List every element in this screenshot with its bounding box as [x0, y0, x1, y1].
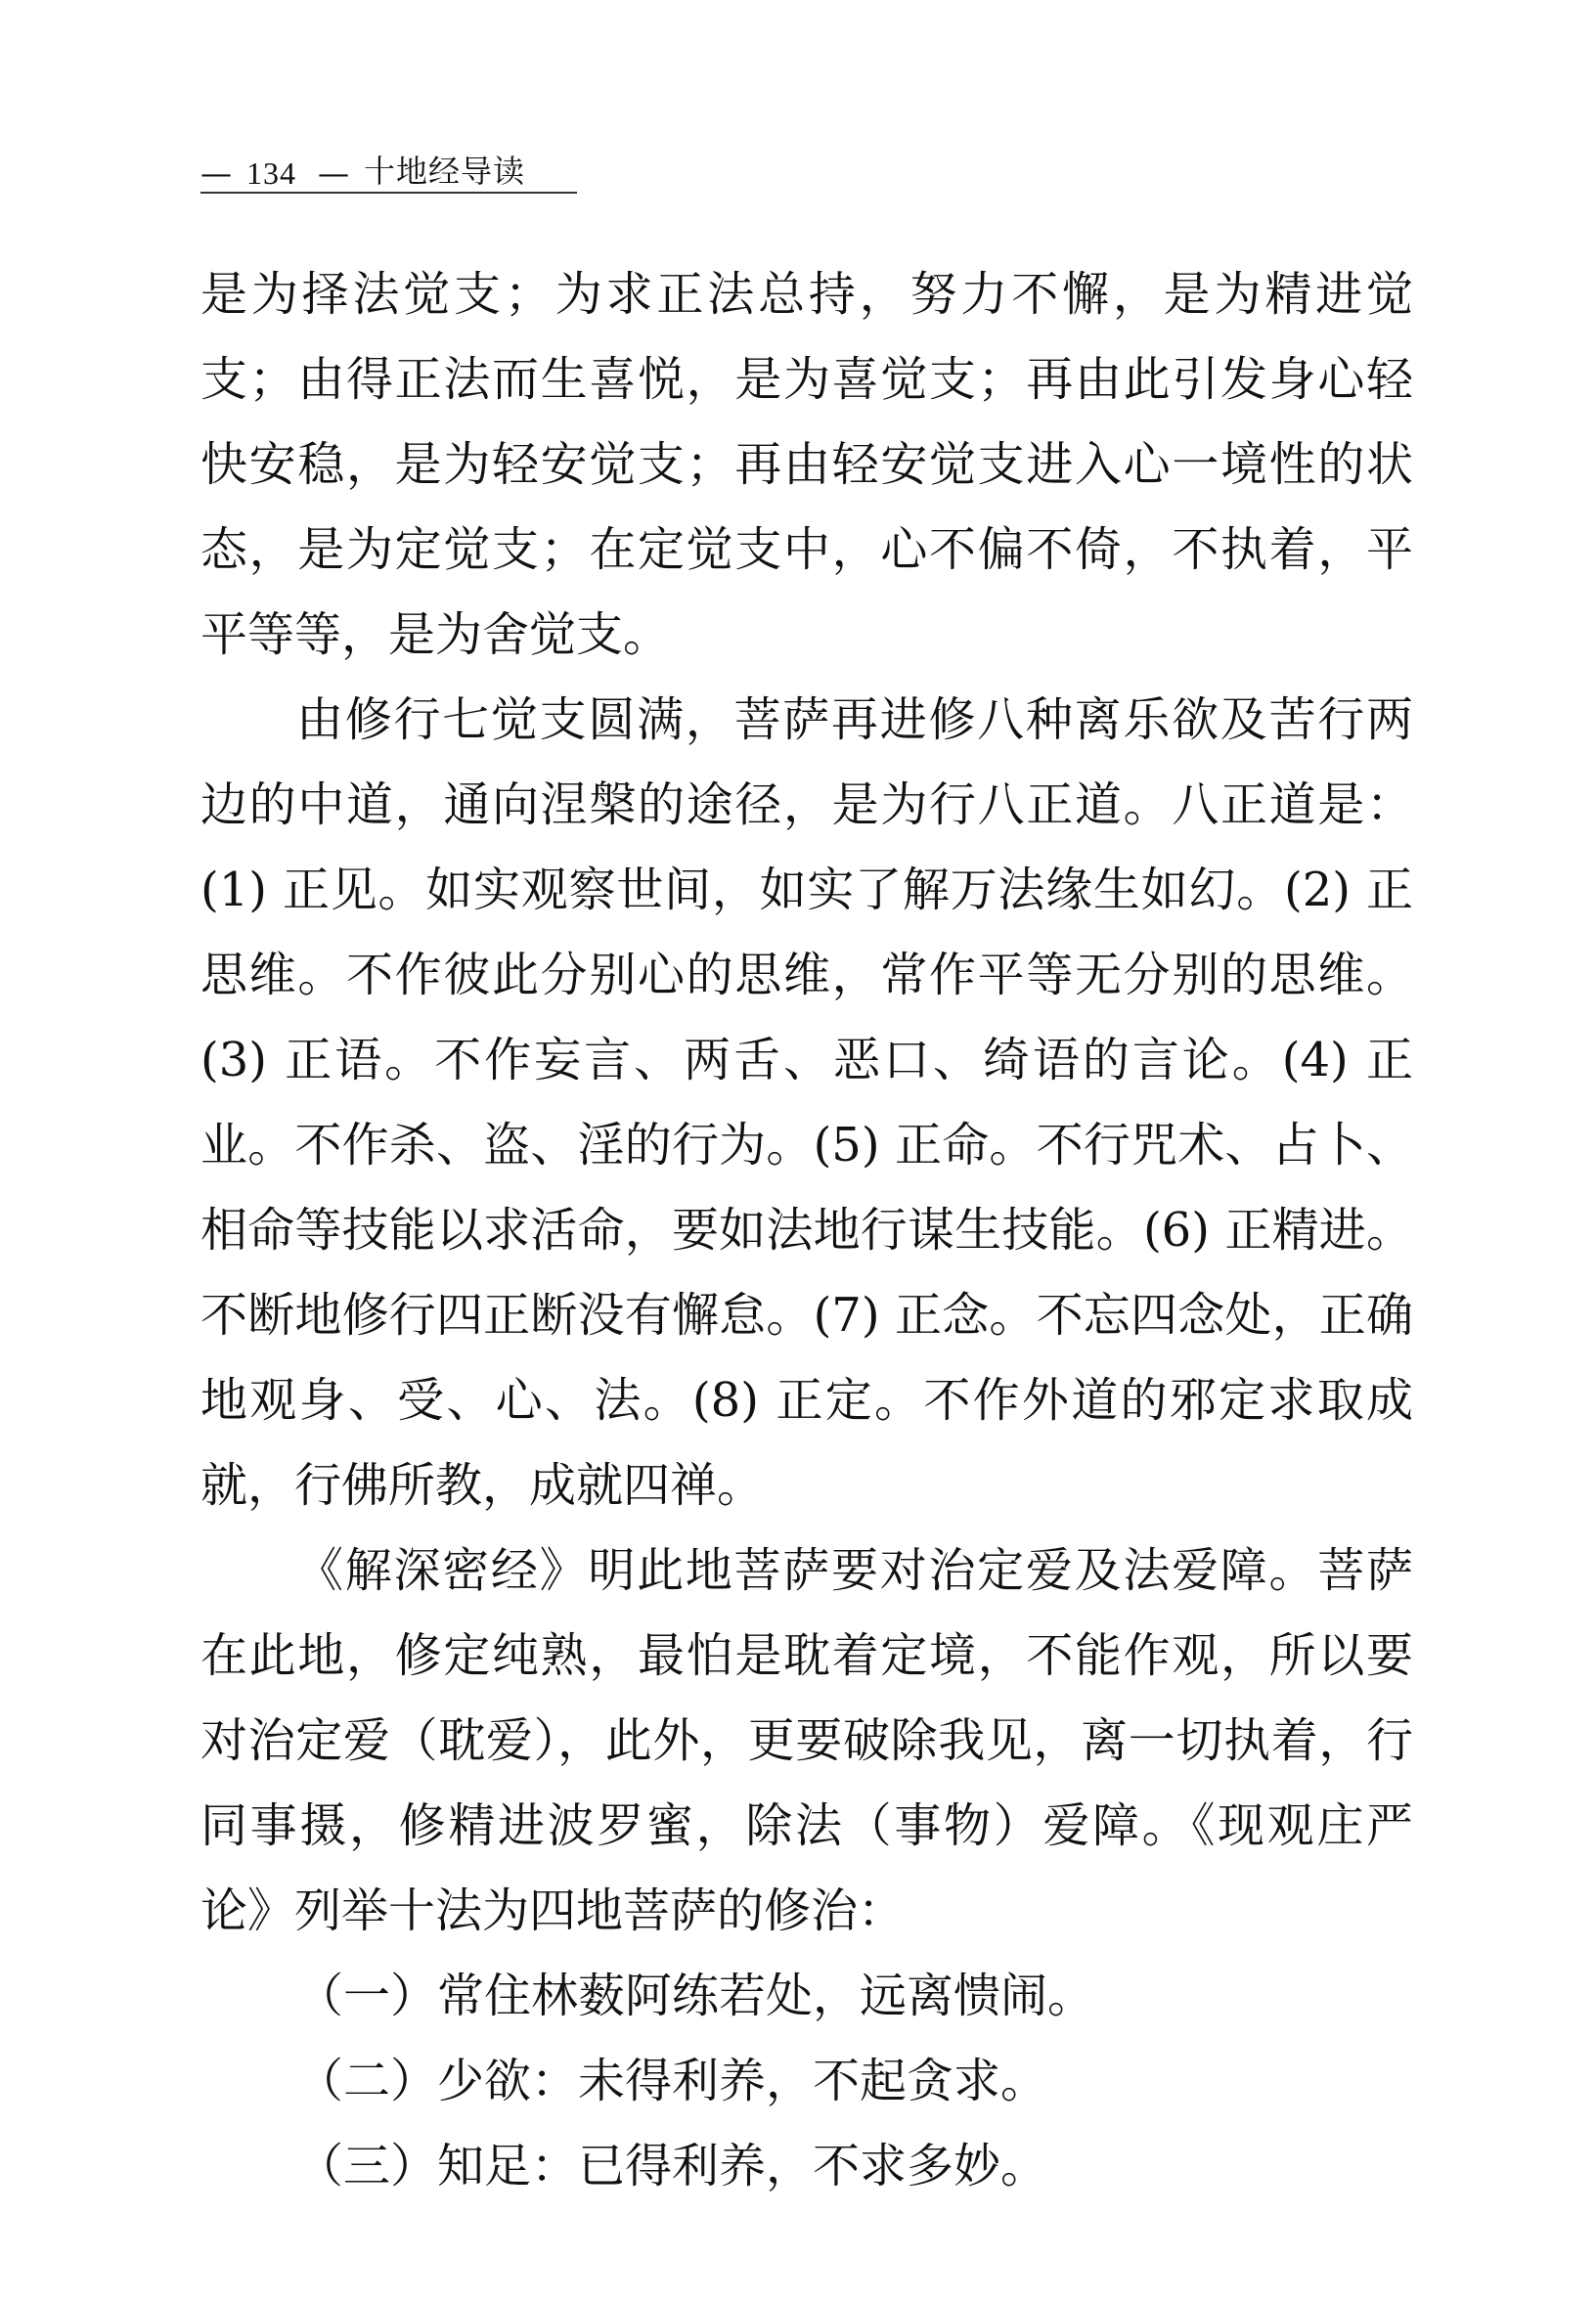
page-number: 134: [246, 155, 296, 191]
header-dash-right: —: [318, 155, 350, 192]
paragraph-sutra-commentary: 《解深密经》明此地菩萨要对治定爱及法爱障。菩萨在此地，修定纯熟，最怕是耽着定境，不能作观，所以要对治定爱（耽爱），此外，更要破除我见，离一切执着，行同事摄，修精进波罗蜜，除法（事物）爱障。《现观庄严论》列举十法为四地菩萨的修治：: [200, 1543, 1413, 1938]
page-header: [200, 147, 525, 192]
list-item: （三）知足：已得利养，不求多妙。: [296, 2139, 1048, 2193]
header-dash-left: —: [200, 155, 233, 192]
book-title: 十地经导读: [364, 153, 526, 190]
paragraph-continued: 是为择法觉支；为求正法总持，努力不懈，是为精进觉支；由得正法而生喜悦，是为喜觉支；再由此引发身心轻快安稳，是为轻安觉支；再由轻安觉支进入心一境性的状态，是为定觉支；在定觉支中，心不偏不倚，不执着，平平等等，是为舍觉支。: [200, 267, 1413, 662]
header-underline: [200, 192, 577, 194]
list-item: （二）少欲：未得利养，不起贪求。: [296, 2054, 1048, 2108]
body-text: [200, 252, 1413, 2209]
paragraph-eightfold-path: 由修行七觉支圆满，菩萨再进修八种离乐欲及苦行两边的中道，通向涅槃的途径，是为行八正道。八正道是：(1) 正见。如实观察世间，如实了解万法缘生如幻。(2) 正思维。不作彼此分别心的思维，常作平等无分别的思维。(3) 正语。不作妄言、两舌、恶口、绮语的言论。(4) 正业。不作杀、盗、淫的行为。(5) 正命。不行咒术、占卜、相命等技能以求活命，要如法地行谋生技能。(6) 正精进。不断地修行四正断没有懈怠。(7) 正念。不忘四念处，正确地观身、受、心、法。(8) 正定。不作外道的邪定求取成就，行佛所教，成就四禅。: [200, 692, 1413, 1513]
list-item: （一）常住林薮阿练若处，远离愦闹。: [296, 1969, 1095, 2023]
